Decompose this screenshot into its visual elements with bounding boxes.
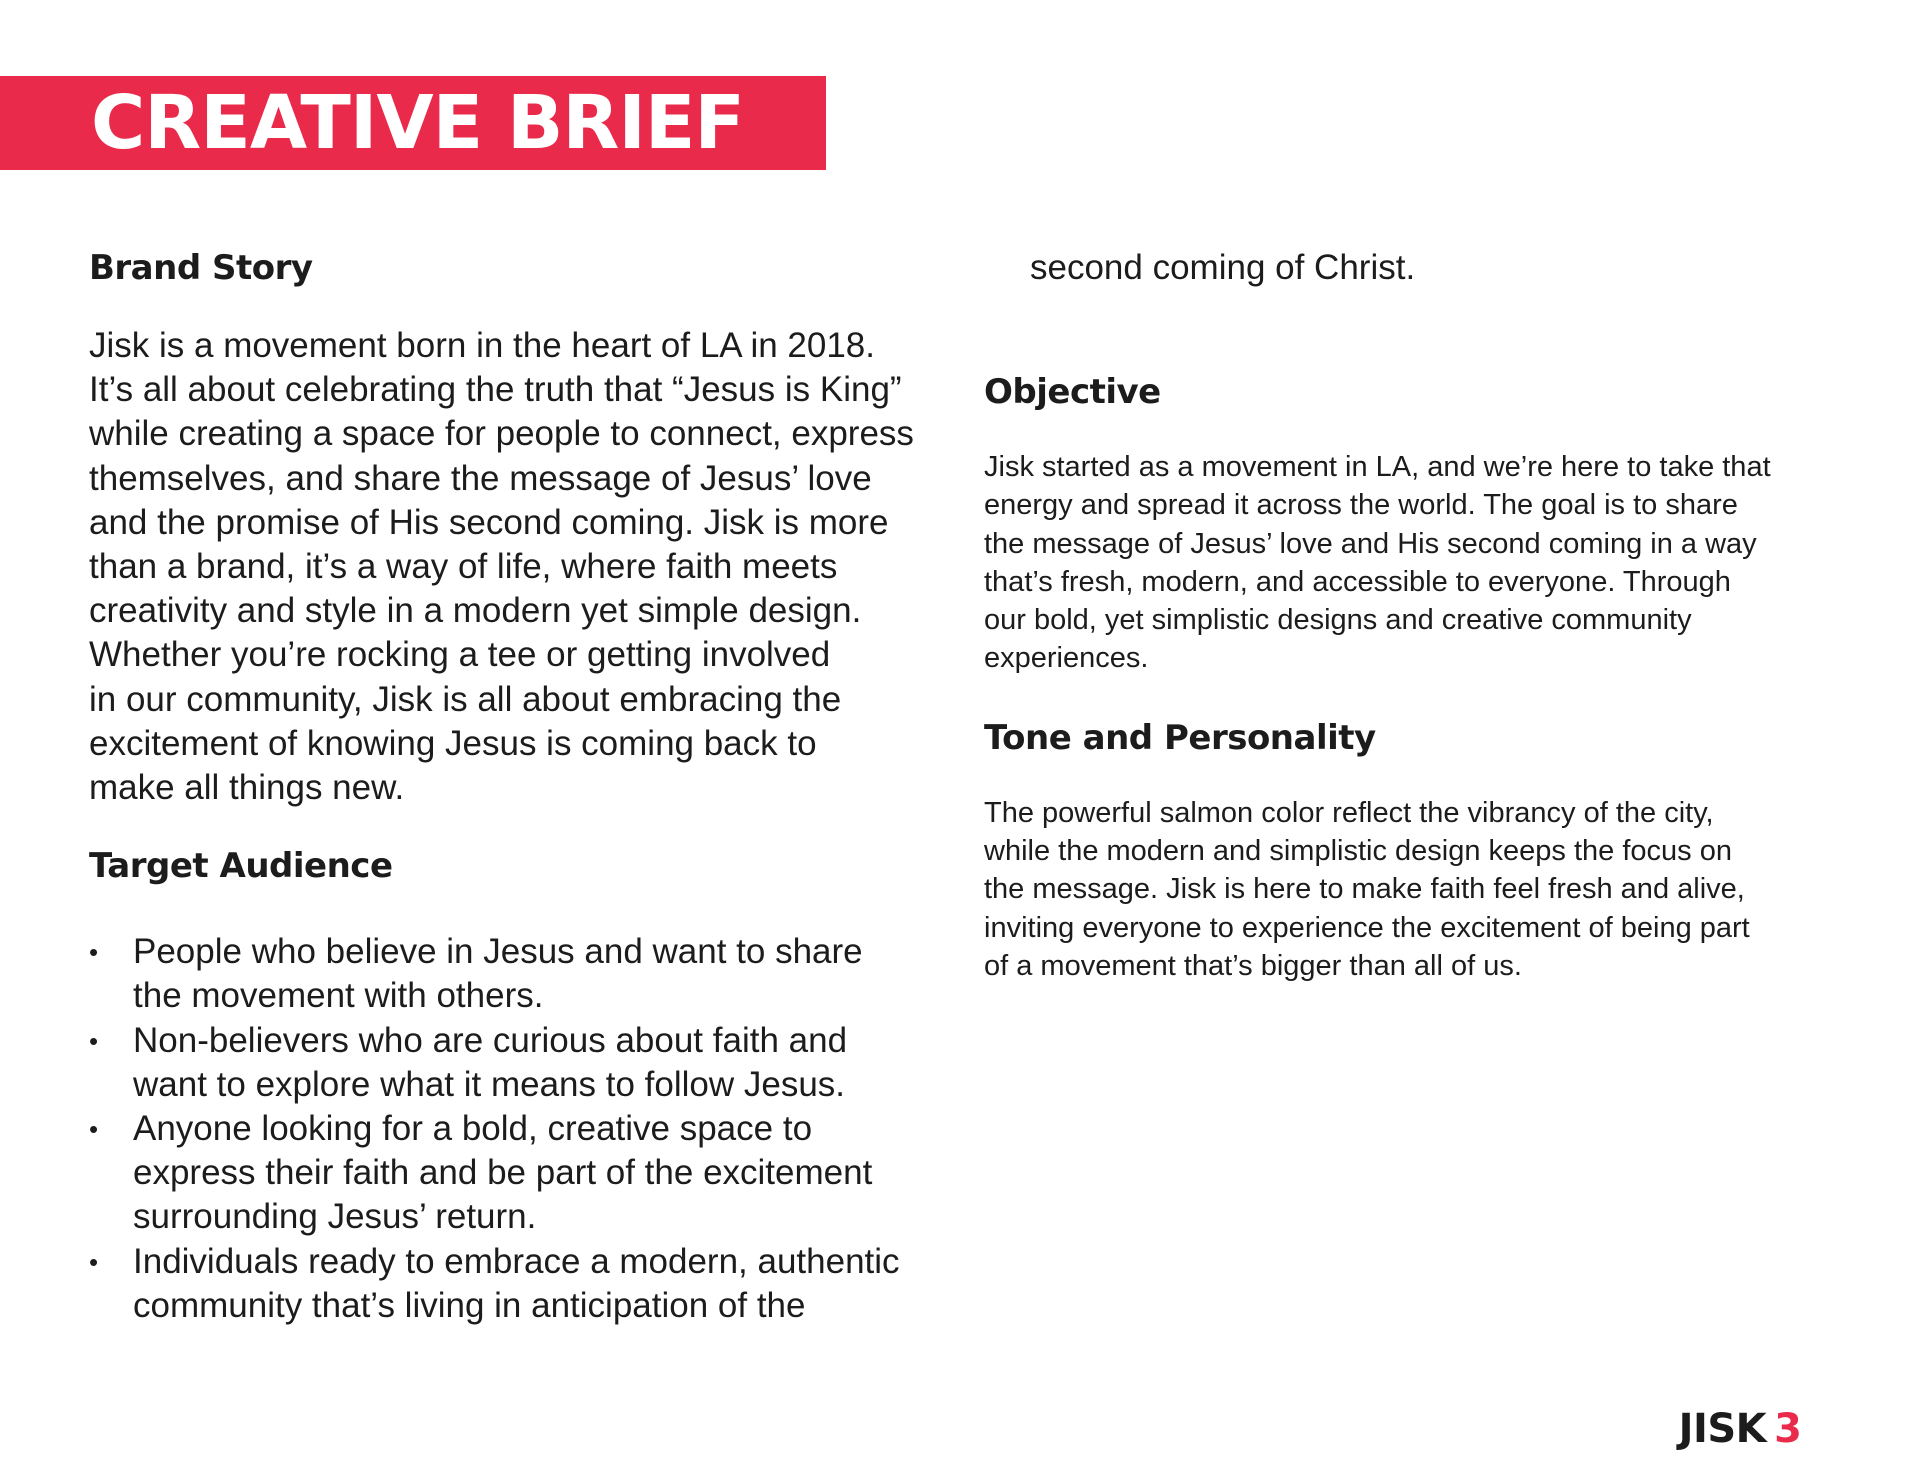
text-line: make all things new. xyxy=(89,768,405,808)
text-line: energy and spread it across the world. The goal is to share xyxy=(984,489,1738,522)
text-line: want to explore what it means to follow Jesus. xyxy=(133,1064,846,1104)
text-line: Jisk started as a movement in LA, and we’re here to take that xyxy=(984,451,1771,483)
brand-story-heading: Brand Story xyxy=(89,248,313,288)
text-line: Anyone looking for a bold, creative space to xyxy=(133,1109,813,1149)
text-line: community that’s living in anticipation of the xyxy=(133,1285,806,1325)
bullet-icon: • xyxy=(89,1025,99,1056)
text-line: inviting everyone to experience the excitement of being part xyxy=(984,911,1750,944)
text-line: while the modern and simplistic design keeps the focus on xyxy=(984,835,1732,868)
target-audience-heading: Target Audience xyxy=(89,846,393,887)
text-line: Jisk is a movement born in the heart of LA in 2018. xyxy=(89,326,875,365)
text-line: the message of Jesus’ love and His second coming in a way xyxy=(984,527,1757,560)
text-line: Individuals ready to embrace a modern, authentic xyxy=(133,1241,900,1281)
bullet-icon: • xyxy=(89,1246,99,1277)
text-line: It’s all about celebrating the truth that “Jesus is King” xyxy=(89,370,902,410)
tone-personality-heading: Tone and Personality xyxy=(984,717,1376,758)
page-title: CREATIVE BRIEF xyxy=(91,80,744,166)
objective-paragraph xyxy=(984,448,1864,678)
text-line: our bold, yet simplistic designs and creative community xyxy=(984,604,1692,637)
list-item xyxy=(89,1107,969,1240)
list-item xyxy=(89,930,969,1018)
right-column xyxy=(984,246,1864,985)
text-line: themselves, and share the message of Jesus’ love xyxy=(89,458,872,498)
text-line: and the promise of His second coming. Jisk is more xyxy=(89,502,889,542)
text-line: People who believe in Jesus and want to share xyxy=(133,932,863,972)
text-line: The powerful salmon color reflect the vibrancy of the city, xyxy=(984,796,1714,829)
tone-personality-paragraph xyxy=(984,794,1864,985)
objective-heading: Objective xyxy=(984,372,1161,412)
text-line: while creating a space for people to connect, express xyxy=(89,414,914,454)
left-column xyxy=(89,246,969,1328)
text-line: surrounding Jesus’ return. xyxy=(133,1197,537,1237)
brand-story-paragraph xyxy=(89,324,969,810)
text-line: of a movement that’s bigger than all of us. xyxy=(984,949,1522,982)
list-item xyxy=(89,1240,969,1328)
target-audience-list xyxy=(89,930,969,1328)
bullet-icon: • xyxy=(89,937,99,968)
brand-wordmark: JISK xyxy=(1678,1406,1767,1452)
text-line: experiences. xyxy=(984,642,1149,675)
title-banner xyxy=(0,76,826,170)
target-audience-continuation: second coming of Christ. xyxy=(1030,248,1416,287)
bullet-icon: • xyxy=(89,1114,99,1145)
text-line: express their faith and be part of the excitement xyxy=(133,1153,873,1193)
text-line: excitement of knowing Jesus is coming back to xyxy=(89,723,817,763)
text-line: creativity and style in a modern yet simple design. xyxy=(89,591,862,631)
text-line: Non-believers who are curious about faith and xyxy=(133,1020,848,1060)
text-line: that’s fresh, modern, and accessible to everyone. Through xyxy=(984,565,1731,598)
text-line: the message. Jisk is here to make faith feel fresh and alive, xyxy=(984,873,1745,906)
page-footer xyxy=(1679,1404,1802,1454)
text-line: the movement with others. xyxy=(133,976,544,1016)
text-line: Whether you’re rocking a tee or getting involved xyxy=(89,635,831,675)
text-line: in our community, Jisk is all about embracing the xyxy=(89,679,842,719)
list-item xyxy=(89,1019,969,1107)
text-line: than a brand, it’s a way of life, where faith meets xyxy=(89,547,838,587)
page-number: 3 xyxy=(1774,1406,1802,1452)
